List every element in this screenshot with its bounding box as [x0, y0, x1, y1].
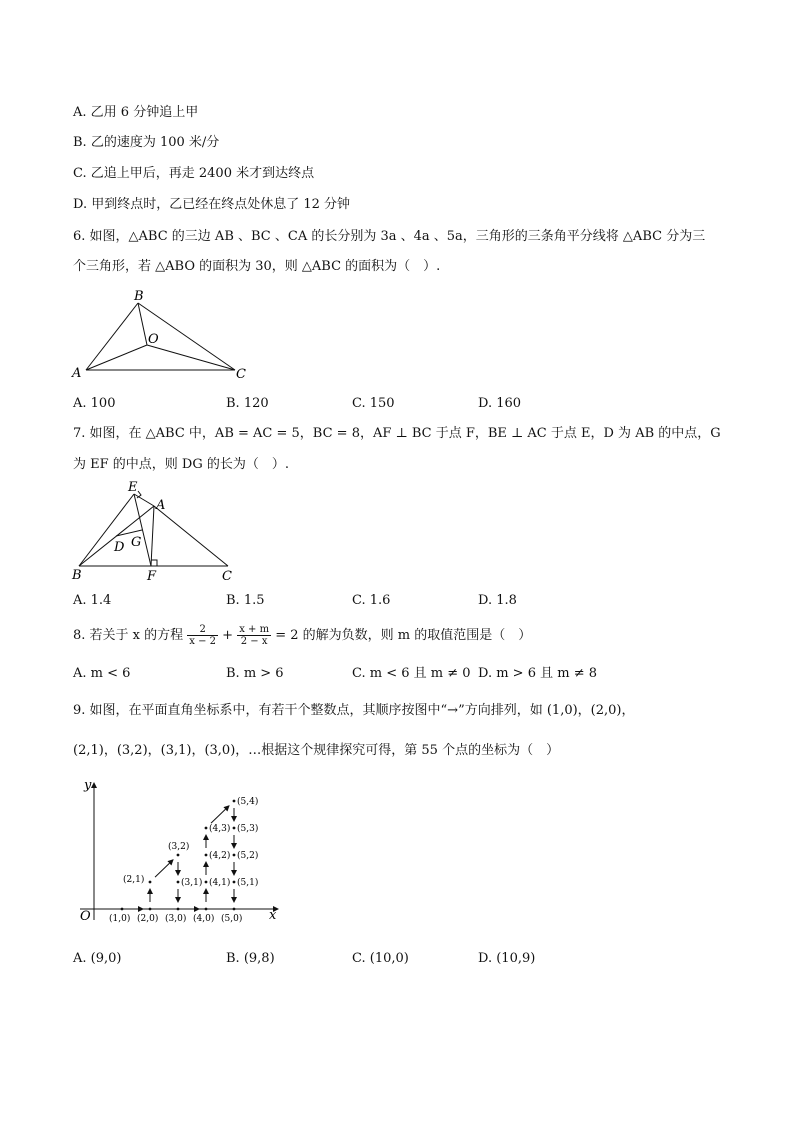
q9-option-a: A. (9,0) [73, 951, 122, 966]
q7-label-c: C [222, 569, 232, 584]
q9-coordinate-figure [70, 775, 285, 925]
q8-fraction-1 [187, 624, 218, 647]
q7-option-a: A. 1.4 [73, 593, 112, 608]
q9-option-c: C. (10,0) [352, 951, 409, 966]
q8-fraction-2 [237, 624, 271, 647]
q9-point-label: (4,1) [209, 878, 231, 888]
q9-point-label: (5,3) [237, 824, 259, 834]
q6-label-o: O [148, 332, 159, 347]
q9-point-label: (4,0) [193, 914, 215, 924]
q9-point-label: (4,2) [209, 851, 231, 861]
q9-point-label: (2,0) [137, 914, 159, 924]
q7-label-a: A [156, 498, 166, 513]
q9-point-label: (5,2) [237, 851, 259, 861]
q7-label-f: F [147, 569, 157, 584]
q7-right-angle-f [151, 560, 157, 566]
q7-altitude-af [151, 506, 154, 566]
q6-side-ab [86, 303, 138, 370]
q6-label-c: C [236, 367, 246, 382]
q8-fraction-1-denominator: x − 2 [189, 636, 217, 647]
q9-lattice-point [149, 908, 152, 911]
q8-stem-prefix: 8. 若关于 x 的方程 [73, 628, 184, 643]
q9-point-group [109, 796, 258, 924]
q6-option-c: C. 150 [352, 396, 395, 411]
q9-lattice-point [177, 854, 180, 857]
q9-point-label: (3,2) [168, 842, 190, 852]
q6-triangle-figure [68, 285, 258, 385]
q9-option-d: D. (10,9) [478, 951, 536, 966]
q9-lattice-point [233, 827, 236, 830]
q6-label-b: B [134, 289, 144, 304]
q9-axis-label-x: x [269, 908, 277, 923]
q7-triangle-figure [68, 478, 248, 586]
q7-altitude-be [79, 494, 134, 566]
q9-lattice-point [205, 881, 208, 884]
q9-order-arrow [211, 806, 229, 823]
q9-origin-label: O [80, 909, 91, 924]
q9-point-label: (1,0) [109, 914, 131, 924]
q6-stem-line1: 6. 如图，△ABC 的三边 AB 、BC 、CA 的长分别为 3a 、4a 、5a，三角形的三条角平分线将 △ABC 分为三 [73, 229, 706, 244]
q8-fraction-2-numerator: x + m [239, 624, 270, 635]
q9-option-b: B. (9,8) [226, 951, 275, 966]
q9-axis-label-y: y [84, 778, 92, 793]
q9-lattice-point [149, 881, 152, 884]
q7-segment-ef [134, 494, 151, 566]
q7-option-b: B. 1.5 [226, 593, 265, 608]
q9-point-label: (5,0) [221, 914, 243, 924]
q7-label-g: G [131, 535, 142, 550]
q9-lattice-point [233, 854, 236, 857]
q7-label-e: E [128, 480, 138, 495]
q7-side-ac [154, 506, 228, 566]
q5-option-c: C. 乙追上甲后，再走 2400 米才到达终点 [73, 166, 315, 181]
q9-stem-line2: (2,1)，(3,2)，(3,1)，(3,0)，…根据这个规律探究可得，第 55 个点的坐标为（ ） [73, 743, 560, 758]
q8-equals: = 2 [275, 628, 299, 643]
q9-order-arrow [155, 860, 173, 877]
q6-option-d: D. 160 [478, 396, 522, 411]
q6-option-a: A. 100 [73, 396, 116, 411]
q6-stem-line2: 个三角形，若 △ABO 的面积为 30，则 △ABC 的面积为（ ）. [73, 259, 441, 274]
q7-option-c: C. 1.6 [352, 593, 391, 608]
q9-point-label: (5,4) [237, 797, 259, 807]
q9-lattice-point [177, 908, 180, 911]
q9-lattice-point [233, 908, 236, 911]
q9-lattice-point [205, 908, 208, 911]
q7-right-angle-e [137, 491, 141, 498]
q7-extension-ae [134, 494, 154, 506]
q5-option-d: D. 甲到终点时，乙已经在终点处休息了 12 分钟 [73, 197, 351, 212]
q8-fraction-2-denominator: 2 − x [240, 636, 268, 647]
q9-point-label: (3,1) [181, 878, 203, 888]
q8-stem [73, 623, 531, 649]
q8-fraction-1-numerator: 2 [187, 624, 218, 636]
q9-point-label: (4,3) [209, 824, 231, 834]
q8-option-b: B. m > 6 [226, 666, 284, 681]
q8-stem-suffix: 的解为负数，则 m 的取值范围是（ ） [302, 628, 532, 643]
q6-option-b: B. 120 [226, 396, 269, 411]
q8-option-d: D. m > 6 且 m ≠ 8 [478, 666, 597, 681]
q8-option-c: C. m < 6 且 m ≠ 0 [352, 666, 471, 681]
q8-plus: + [222, 628, 234, 643]
q9-lattice-point [121, 908, 124, 911]
q8-option-a: A. m < 6 [73, 666, 131, 681]
q7-label-d: D [114, 540, 125, 555]
q9-lattice-point [205, 854, 208, 857]
q5-option-b: B. 乙的速度为 100 米/分 [73, 135, 220, 150]
q5-option-a: A. 乙用 6 分钟追上甲 [73, 105, 199, 120]
q9-lattice-point [205, 827, 208, 830]
q7-stem-line1: 7. 如图，在 △ABC 中，AB = AC = 5，BC = 8，AF ⊥ BC 于点 F，BE ⊥ AC 于点 E，D 为 AB 的中点，G [73, 426, 721, 441]
q6-label-a: A [72, 366, 82, 381]
q7-option-d: D. 1.8 [478, 593, 517, 608]
q9-lattice-point [177, 881, 180, 884]
q9-lattice-point [233, 800, 236, 803]
q9-point-label: (5,1) [237, 878, 259, 888]
q9-point-label: (2,1) [123, 875, 145, 885]
q9-stem-line1: 9. 如图，在平面直角坐标系中，有若干个整数点，其顺序按图中“→”方向排列，如 (1,0)，(2,0)， [73, 703, 635, 718]
q7-label-b: B [72, 568, 82, 583]
q6-bisector-co [147, 345, 235, 370]
q9-lattice-point [233, 881, 236, 884]
q9-point-label: (3,0) [165, 914, 187, 924]
q6-bisector-bo [138, 303, 147, 345]
q7-stem-line2: 为 EF 的中点，则 DG 的长为（ ）. [73, 457, 289, 472]
